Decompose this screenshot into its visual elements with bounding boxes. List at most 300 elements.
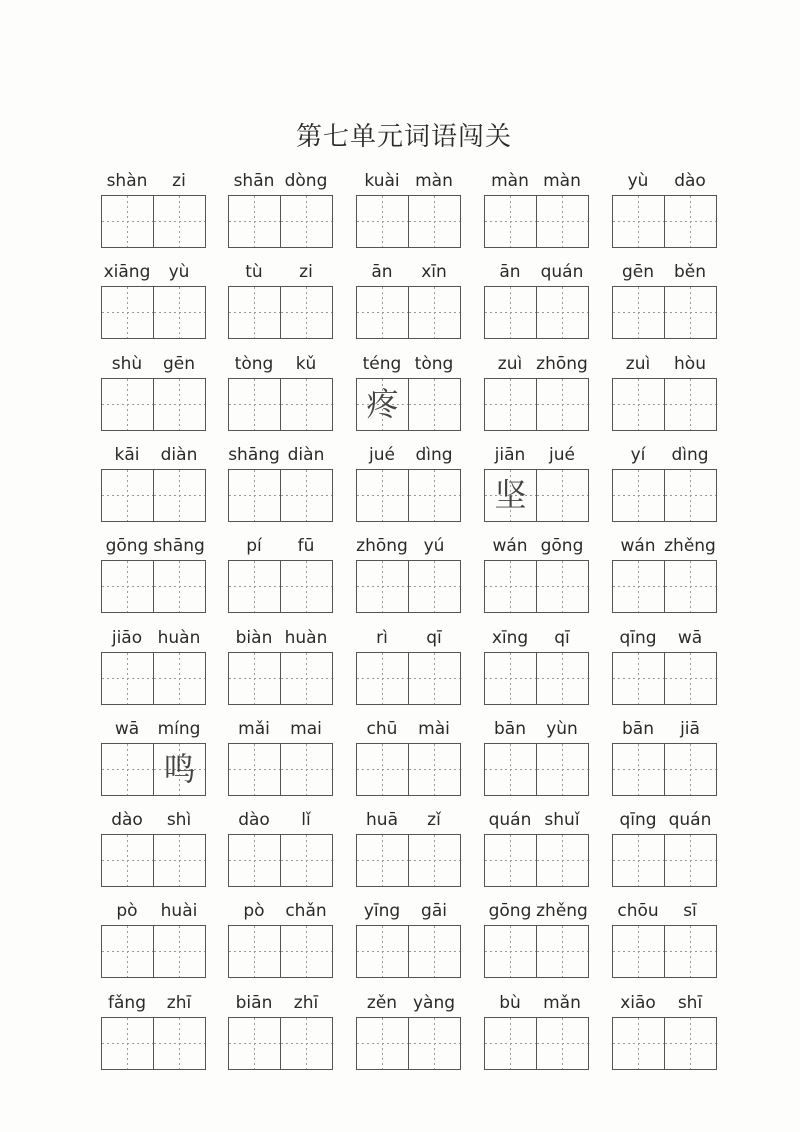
word-item <box>101 352 205 432</box>
pinyin-label: qī <box>554 628 570 648</box>
writing-cell[interactable] <box>356 834 409 887</box>
writing-cell[interactable] <box>101 195 154 248</box>
writing-cell[interactable] <box>612 652 665 705</box>
writing-cell[interactable] <box>408 286 461 339</box>
word-item <box>612 717 716 797</box>
writing-cell[interactable] <box>280 1017 333 1070</box>
writing-cell[interactable] <box>228 560 281 613</box>
filled-character <box>665 653 716 704</box>
word-item <box>356 626 460 706</box>
writing-cell[interactable] <box>536 469 589 522</box>
pinyin-label: běn <box>673 262 707 282</box>
word-item <box>612 808 716 888</box>
writing-cell[interactable] <box>101 743 154 796</box>
word-item <box>356 717 460 797</box>
word-item <box>228 352 332 432</box>
pinyin-label: zhī <box>166 993 192 1013</box>
pinyin-label: dào <box>674 171 706 191</box>
filled-character <box>154 379 205 430</box>
writing-cell[interactable] <box>153 378 206 431</box>
filled-character <box>102 561 153 612</box>
writing-cell[interactable] <box>408 378 461 431</box>
filled-character <box>665 561 716 612</box>
pinyin-label: dìng <box>415 445 453 465</box>
writing-cell[interactable] <box>356 195 409 248</box>
writing-cell[interactable] <box>408 560 461 613</box>
writing-cell[interactable] <box>228 925 281 978</box>
filled-character <box>409 196 460 247</box>
filled-character <box>665 287 716 338</box>
pinyin-label: shuǐ <box>544 810 580 830</box>
word-item <box>612 991 716 1071</box>
writing-cell[interactable] <box>280 652 333 705</box>
filled-character <box>357 926 408 977</box>
writing-cell[interactable] <box>612 925 665 978</box>
pinyin-label: zhī <box>293 993 319 1013</box>
pinyin-label: zěn <box>366 993 398 1013</box>
writing-cell[interactable] <box>228 834 281 887</box>
writing-cell[interactable] <box>280 834 333 887</box>
pinyin-label: wā <box>677 628 703 648</box>
filled-character <box>485 835 536 886</box>
writing-cell[interactable] <box>356 469 409 522</box>
word-item <box>484 991 588 1071</box>
writing-cell[interactable] <box>101 378 154 431</box>
writing-cell[interactable] <box>408 834 461 887</box>
writing-cell[interactable] <box>664 286 717 339</box>
pinyin-label: mǎi <box>238 719 270 739</box>
word-item <box>101 717 205 797</box>
pinyin-label: shī <box>677 993 703 1013</box>
filled-character <box>485 196 536 247</box>
writing-cell[interactable] <box>280 925 333 978</box>
pinyin-label: xiāo <box>620 993 656 1013</box>
filled-character <box>281 835 332 886</box>
pinyin-label: mai <box>290 719 322 739</box>
pinyin-label: tòng <box>414 354 454 374</box>
pinyin-label: mǎn <box>543 993 581 1013</box>
pinyin-label: wán <box>620 536 656 556</box>
filled-character <box>537 196 588 247</box>
filled-character <box>229 561 280 612</box>
pinyin-label: fǎng <box>108 993 146 1013</box>
pinyin-label: màn <box>543 171 581 191</box>
writing-cell[interactable] <box>484 1017 537 1070</box>
filled-character <box>154 287 205 338</box>
word-item <box>484 899 588 979</box>
filled-character <box>613 196 664 247</box>
pinyin-label: yù <box>168 262 190 282</box>
pinyin-label: bān <box>494 719 526 739</box>
writing-cell[interactable] <box>664 652 717 705</box>
filled-character <box>102 926 153 977</box>
pinyin-label: lǐ <box>301 810 311 830</box>
filled-character <box>537 379 588 430</box>
word-item <box>356 991 460 1071</box>
pinyin-label: zhěng <box>664 536 716 556</box>
writing-cell[interactable] <box>153 834 206 887</box>
filled-character <box>281 926 332 977</box>
writing-cell[interactable] <box>484 743 537 796</box>
pinyin-label: huàn <box>157 628 201 648</box>
word-item <box>612 260 716 340</box>
pinyin-label: dòng <box>284 171 328 191</box>
writing-cell[interactable] <box>484 652 537 705</box>
filled-character <box>281 287 332 338</box>
word-item <box>101 443 205 523</box>
writing-cell[interactable] <box>280 286 333 339</box>
pinyin-label: gēn <box>621 262 655 282</box>
writing-cell[interactable] <box>664 925 717 978</box>
pinyin-label: tòng <box>234 354 274 374</box>
writing-cell[interactable] <box>101 469 154 522</box>
writing-cell[interactable] <box>664 469 717 522</box>
pinyin-label: biān <box>235 993 273 1013</box>
filled-character <box>281 1018 332 1069</box>
writing-cell[interactable] <box>356 560 409 613</box>
writing-cell[interactable] <box>664 834 717 887</box>
writing-cell[interactable] <box>536 286 589 339</box>
writing-cell[interactable] <box>536 195 589 248</box>
pinyin-label: rì <box>376 628 388 648</box>
writing-cell[interactable] <box>612 743 665 796</box>
filled-character <box>102 1018 153 1069</box>
writing-cell[interactable] <box>280 378 333 431</box>
pinyin-label: shù <box>111 354 143 374</box>
pinyin-label: quán <box>488 810 532 830</box>
pinyin-label: zǐ <box>427 810 441 830</box>
pinyin-label: jué <box>369 445 395 465</box>
writing-cell[interactable] <box>280 469 333 522</box>
pinyin-label: zhōng <box>356 536 408 556</box>
pinyin-label: zuì <box>625 354 651 374</box>
writing-cell[interactable] <box>101 1017 154 1070</box>
filled-character <box>281 470 332 521</box>
pinyin-label: jiā <box>680 719 700 739</box>
writing-cell[interactable] <box>612 469 665 522</box>
writing-cell[interactable] <box>228 195 281 248</box>
writing-cell[interactable] <box>228 286 281 339</box>
filled-character <box>229 835 280 886</box>
writing-cell[interactable] <box>612 834 665 887</box>
writing-cell[interactable] <box>484 560 537 613</box>
filled-character <box>154 470 205 521</box>
filled-character <box>357 196 408 247</box>
filled-character <box>357 835 408 886</box>
pinyin-label: chǎn <box>285 901 327 921</box>
writing-cell[interactable] <box>153 195 206 248</box>
filled-character <box>485 926 536 977</box>
word-item <box>356 808 460 888</box>
writing-cell[interactable] <box>356 1017 409 1070</box>
writing-cell[interactable] <box>356 286 409 339</box>
filled-character <box>665 1018 716 1069</box>
filled-character: 鸣 <box>163 750 196 788</box>
filled-character <box>537 653 588 704</box>
writing-cell[interactable] <box>664 743 717 796</box>
filled-character <box>357 1018 408 1069</box>
filled-character <box>154 835 205 886</box>
filled-character <box>102 379 153 430</box>
pinyin-label: téng <box>362 354 402 374</box>
word-item <box>612 626 716 706</box>
filled-character <box>357 744 408 795</box>
pinyin-label: chū <box>366 719 398 739</box>
filled-character <box>537 835 588 886</box>
writing-cell[interactable] <box>280 560 333 613</box>
pinyin-label: chōu <box>617 901 659 921</box>
filled-character <box>229 653 280 704</box>
filled-character <box>409 1018 460 1069</box>
pinyin-label: quán <box>668 810 712 830</box>
pinyin-label: jiāo <box>111 628 143 648</box>
filled-character <box>613 379 664 430</box>
filled-character <box>409 835 460 886</box>
word-item <box>612 352 716 432</box>
pinyin-label: wán <box>492 536 528 556</box>
writing-cell[interactable] <box>664 1017 717 1070</box>
pinyin-label: dìng <box>671 445 709 465</box>
pinyin-label: kǔ <box>295 354 317 374</box>
filled-character <box>281 561 332 612</box>
writing-cell[interactable] <box>664 195 717 248</box>
filled-character <box>102 470 153 521</box>
word-item <box>484 717 588 797</box>
writing-cell[interactable] <box>101 652 154 705</box>
filled-character <box>665 379 716 430</box>
pinyin-label: yàng <box>412 993 456 1013</box>
pinyin-label: fū <box>297 536 315 556</box>
filled-character <box>357 470 408 521</box>
filled-character <box>485 744 536 795</box>
filled-character <box>154 561 205 612</box>
pinyin-label: xīng <box>491 628 529 648</box>
writing-cell[interactable] <box>536 560 589 613</box>
writing-cell[interactable] <box>408 1017 461 1070</box>
filled-character <box>613 926 664 977</box>
pinyin-label: diàn <box>287 445 325 465</box>
pinyin-label: hòu <box>674 354 706 374</box>
pinyin-label: huàn <box>284 628 328 648</box>
writing-cell[interactable] <box>484 834 537 887</box>
writing-cell[interactable] <box>484 469 537 522</box>
writing-cell[interactable] <box>408 925 461 978</box>
writing-cell[interactable] <box>408 652 461 705</box>
filled-character <box>102 653 153 704</box>
pinyin-label: xiāng <box>103 262 151 282</box>
word-item <box>101 808 205 888</box>
writing-cell[interactable] <box>153 1017 206 1070</box>
filled-character <box>229 744 280 795</box>
writing-cell[interactable] <box>664 560 717 613</box>
filled-character <box>281 744 332 795</box>
pinyin-label: zi <box>299 262 313 282</box>
pinyin-label: bān <box>622 719 654 739</box>
pinyin-label: tù <box>245 262 263 282</box>
writing-cell[interactable] <box>153 743 206 796</box>
pinyin-label: zhěng <box>536 901 588 921</box>
writing-cell[interactable] <box>612 378 665 431</box>
writing-cell[interactable] <box>228 652 281 705</box>
page-title: 第七单元词语闯关 <box>295 122 512 152</box>
word-item <box>228 991 332 1071</box>
writing-cell[interactable] <box>228 743 281 796</box>
writing-cell[interactable] <box>101 834 154 887</box>
writing-cell[interactable] <box>536 743 589 796</box>
writing-cell[interactable] <box>356 925 409 978</box>
pinyin-label: gēn <box>162 354 196 374</box>
pinyin-label: wā <box>114 719 140 739</box>
writing-cell[interactable] <box>356 743 409 796</box>
word-item <box>356 260 460 340</box>
writing-cell[interactable] <box>280 743 333 796</box>
writing-cell[interactable] <box>536 834 589 887</box>
filled-character <box>537 744 588 795</box>
filled-character <box>665 470 716 521</box>
writing-cell[interactable] <box>612 1017 665 1070</box>
pinyin-label: pò <box>116 901 138 921</box>
pinyin-label: gāi <box>421 901 447 921</box>
pinyin-label: shāng <box>153 536 205 556</box>
filled-character <box>102 835 153 886</box>
writing-cell[interactable] <box>408 195 461 248</box>
writing-cell[interactable] <box>612 560 665 613</box>
filled-character <box>613 1018 664 1069</box>
writing-cell[interactable] <box>484 925 537 978</box>
filled-character <box>229 1018 280 1069</box>
writing-cell[interactable] <box>153 925 206 978</box>
writing-cell[interactable] <box>612 195 665 248</box>
word-item <box>228 717 332 797</box>
pinyin-label: zuì <box>497 354 523 374</box>
writing-cell[interactable] <box>153 286 206 339</box>
filled-character <box>357 653 408 704</box>
pinyin-label: yùn <box>546 719 578 739</box>
filled-character <box>537 1018 588 1069</box>
word-item <box>228 534 332 614</box>
filled-character <box>357 287 408 338</box>
filled-character <box>409 287 460 338</box>
writing-cell[interactable] <box>153 560 206 613</box>
pinyin-label: bù <box>499 993 521 1013</box>
filled-character <box>229 196 280 247</box>
writing-cell[interactable] <box>484 195 537 248</box>
writing-cell[interactable] <box>408 743 461 796</box>
pinyin-label: pí <box>246 536 262 556</box>
word-item <box>612 899 716 979</box>
filled-character <box>281 196 332 247</box>
pinyin-label: yí <box>630 445 646 465</box>
filled-character <box>229 926 280 977</box>
filled-character <box>613 287 664 338</box>
filled-character <box>485 561 536 612</box>
filled-character <box>485 379 536 430</box>
word-item <box>356 534 460 614</box>
filled-character <box>485 1018 536 1069</box>
writing-cell[interactable] <box>484 378 537 431</box>
filled-character <box>537 470 588 521</box>
writing-cell[interactable] <box>101 560 154 613</box>
writing-cell[interactable] <box>536 652 589 705</box>
writing-cell[interactable] <box>228 469 281 522</box>
filled-character <box>154 196 205 247</box>
pinyin-label: shàn <box>106 171 148 191</box>
writing-cell[interactable] <box>664 378 717 431</box>
writing-cell[interactable] <box>536 1017 589 1070</box>
word-item <box>484 260 588 340</box>
filled-character <box>485 653 536 704</box>
pinyin-label: qīng <box>619 628 657 648</box>
filled-character <box>357 561 408 612</box>
word-item <box>101 169 205 249</box>
writing-cell[interactable] <box>536 378 589 431</box>
pinyin-label: zhōng <box>536 354 588 374</box>
writing-cell[interactable] <box>101 925 154 978</box>
writing-cell[interactable] <box>228 378 281 431</box>
pinyin-label: yīng <box>363 901 401 921</box>
word-item <box>101 534 205 614</box>
filled-character: 坚 <box>494 476 527 514</box>
filled-character <box>154 926 205 977</box>
word-item <box>101 260 205 340</box>
pinyin-label: yù <box>627 171 649 191</box>
filled-character <box>229 470 280 521</box>
filled-character <box>613 470 664 521</box>
word-item <box>484 626 588 706</box>
filled-character: 疼 <box>366 385 399 423</box>
writing-cell[interactable] <box>612 286 665 339</box>
pinyin-label: qī <box>426 628 442 648</box>
filled-character <box>102 744 153 795</box>
writing-cell[interactable] <box>356 378 409 431</box>
filled-character <box>613 744 664 795</box>
word-item <box>228 808 332 888</box>
writing-cell[interactable] <box>153 652 206 705</box>
writing-cell[interactable] <box>536 925 589 978</box>
word-item <box>228 169 332 249</box>
writing-cell[interactable] <box>280 195 333 248</box>
word-item <box>612 443 716 523</box>
word-item <box>101 899 205 979</box>
filled-character <box>409 470 460 521</box>
writing-cell[interactable] <box>101 286 154 339</box>
word-item <box>228 626 332 706</box>
pinyin-label: shì <box>166 810 192 830</box>
writing-cell[interactable] <box>356 652 409 705</box>
filled-character <box>154 653 205 704</box>
word-item <box>356 352 460 432</box>
pinyin-label: biàn <box>235 628 273 648</box>
pinyin-label: gōng <box>105 536 149 556</box>
writing-cell[interactable] <box>408 469 461 522</box>
filled-character <box>102 196 153 247</box>
pinyin-label: gōng <box>540 536 584 556</box>
pinyin-label: mài <box>418 719 450 739</box>
word-item <box>484 808 588 888</box>
writing-cell[interactable] <box>153 469 206 522</box>
filled-character <box>409 653 460 704</box>
writing-cell[interactable] <box>228 1017 281 1070</box>
filled-character <box>229 379 280 430</box>
pinyin-label: ān <box>499 262 521 282</box>
filled-character <box>485 287 536 338</box>
filled-character <box>665 196 716 247</box>
filled-character <box>102 287 153 338</box>
pinyin-label: sī <box>683 901 697 921</box>
filled-character <box>281 379 332 430</box>
filled-character <box>537 926 588 977</box>
writing-cell[interactable] <box>484 286 537 339</box>
